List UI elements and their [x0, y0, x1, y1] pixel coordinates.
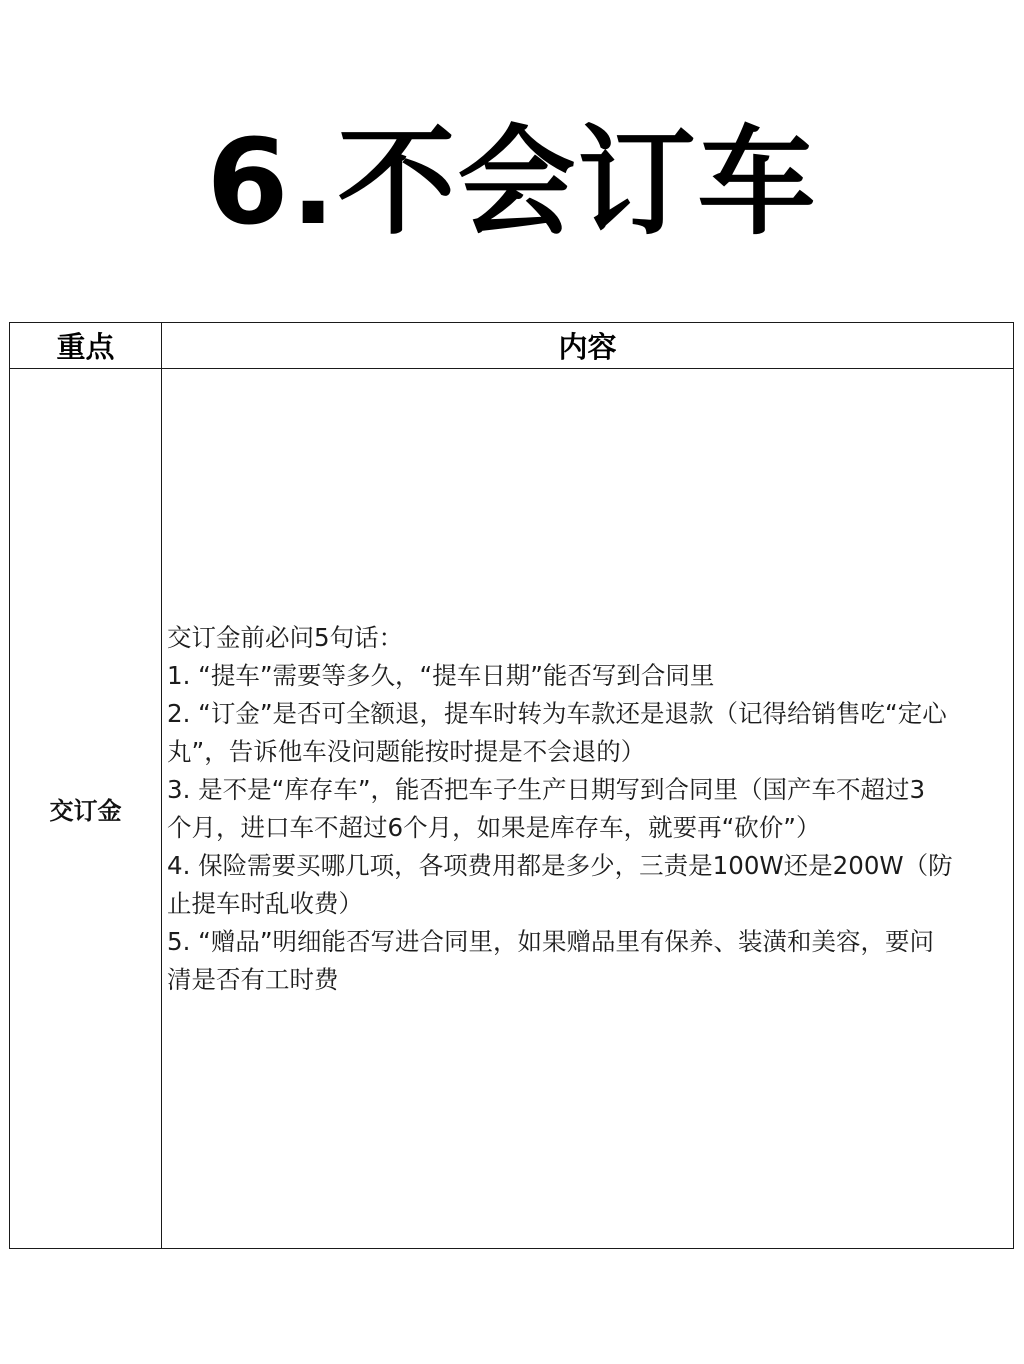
- header-key-column: 重点: [10, 323, 162, 369]
- row-key-cell: 交订金: [10, 369, 162, 1249]
- content-item-1-line: 1. “提车”需要等多久，“提车日期”能否写到合同里: [167, 660, 715, 690]
- content-item-3-continued-line: 个月，进口车不超过6个月，如果是库存车，就要再“砍价”）: [167, 812, 821, 842]
- content-item-4-line: 4. 保险需要买哪几项，各项费用都是多少，三责是100W还是200W（防: [167, 850, 953, 880]
- content-table: [9, 322, 1014, 1249]
- table-row: [10, 369, 1014, 1249]
- table-header-row: [10, 323, 1014, 369]
- content-item-2-line: 2. “订金”是否可全额退，提车时转为车款还是退款（记得给销售吃“定心: [167, 698, 947, 728]
- content-item-5-continued-line: 清是否有工时费: [167, 964, 339, 994]
- content-item-4-continued-line: 止提车时乱收费）: [167, 888, 363, 918]
- content-intro-line: 交订金前必问5句话：: [167, 622, 404, 652]
- row-content-cell: [162, 369, 1014, 1249]
- header-content-column: 内容: [162, 323, 1014, 369]
- content-item-3-line: 3. 是不是“库存车”，能否把车子生产日期写到合同里（国产车不超过3: [167, 774, 926, 804]
- content-item-2-continued-line: 丸”，告诉他车没问题能按时提是不会退的）: [167, 736, 646, 766]
- page-title: 6.不会订车: [206, 113, 818, 251]
- content-item-5-line: 5. “赠品”明细能否写进合同里，如果赠品里有保养、装潢和美容，要问: [167, 926, 935, 956]
